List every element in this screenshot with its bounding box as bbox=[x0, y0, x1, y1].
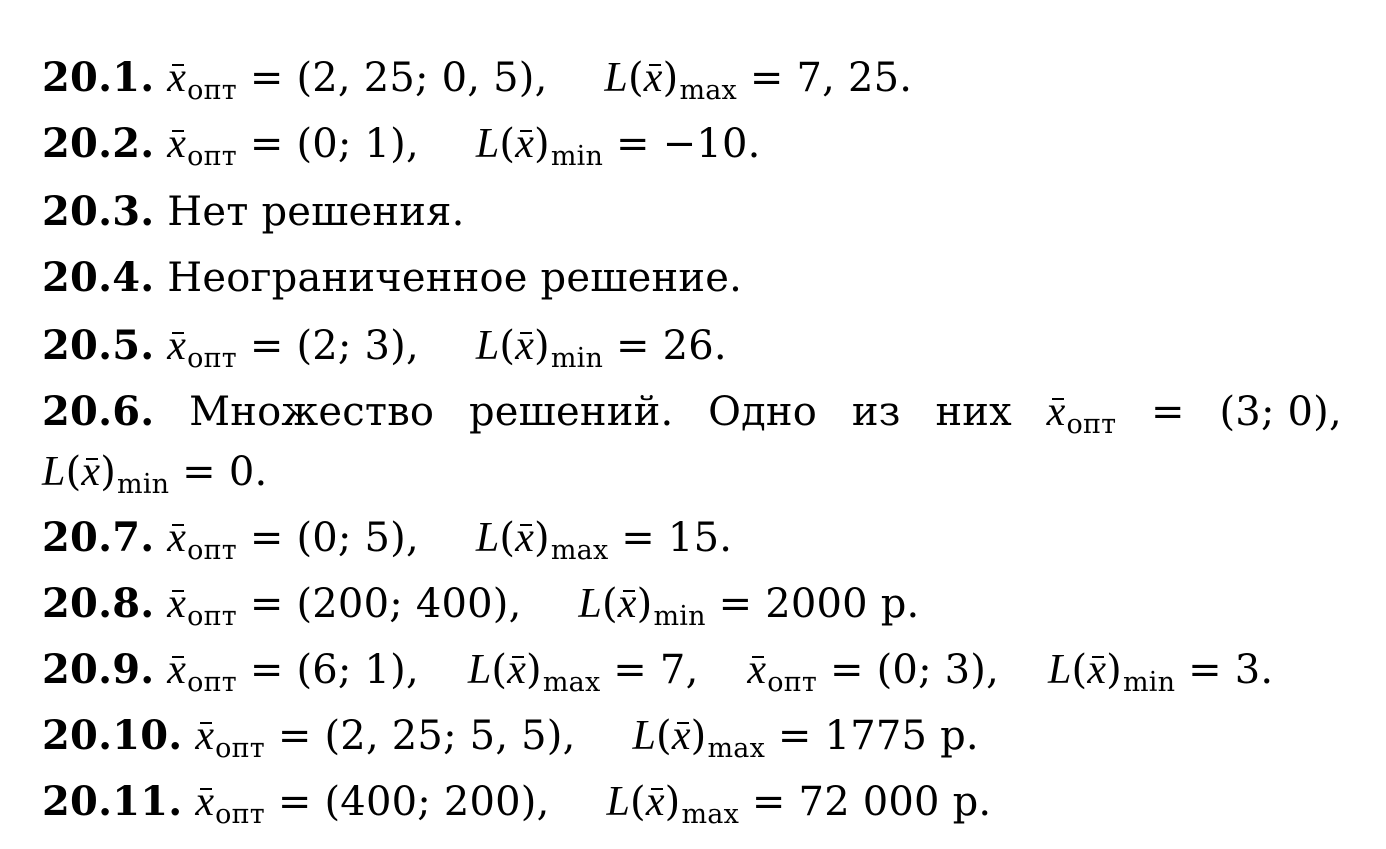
answer-20-7: 20.7. $x_{опт} = (0$; 5), $L(x)_{max} = 15$. bbox=[42, 514, 733, 566]
x-bar-symbol: x bbox=[167, 55, 187, 101]
answer-number: 20.5. bbox=[42, 322, 155, 369]
answer-word: решений. bbox=[468, 389, 674, 435]
x-bar-symbol: x bbox=[195, 713, 215, 759]
x-opt-value: (400; 200), bbox=[324, 779, 550, 825]
answer-word: них bbox=[935, 389, 1012, 435]
x-subscript: опт bbox=[215, 799, 265, 830]
answer-number: 20.11. bbox=[42, 778, 183, 825]
L-value-2: 3. bbox=[1234, 647, 1274, 693]
x-bar-symbol: x bbox=[167, 121, 187, 167]
L-value: 1775 р. bbox=[824, 713, 979, 759]
x-bar-symbol: x bbox=[167, 581, 187, 627]
x-bar-symbol: x bbox=[1046, 389, 1066, 435]
answer-number: 20.2. bbox=[42, 120, 155, 167]
answer-number: 20.6. bbox=[42, 388, 155, 435]
L-value: 7, 25. bbox=[796, 55, 913, 101]
x-bar-symbol: x bbox=[747, 647, 767, 693]
answer-number: 20.7. bbox=[42, 514, 155, 561]
answer-number: 20.10. bbox=[42, 712, 183, 759]
L-value: 72 000 р. bbox=[798, 779, 992, 825]
x-opt-value-2: (0; 3), bbox=[876, 647, 1000, 693]
answer-20-9: 20.9. $x_{опт} = (6$; 1), $L(x)_{max} = 7$, $x_{опт} = (0$; 3), $L(x)_{min} = 3$. bbox=[42, 646, 1274, 698]
L-subscript: min bbox=[550, 343, 604, 374]
L-subscript: max bbox=[542, 667, 601, 698]
answer-word: Одно bbox=[708, 389, 818, 435]
answer-text: Неограниченное решение. bbox=[167, 255, 742, 301]
L-value: 2000 р. bbox=[765, 581, 920, 627]
answer-word: из bbox=[851, 389, 901, 435]
L-subscript: min bbox=[653, 601, 706, 632]
x-opt-value: (2; 3), bbox=[296, 323, 419, 369]
answer-20-5: 20.5. $x_{опт} = (2$; 3), $L(x)_{min} = 26$. bbox=[42, 322, 727, 374]
L-subscript: max bbox=[681, 799, 739, 830]
answer-text: Нет решения. bbox=[167, 189, 465, 235]
x-subscript-2: опт bbox=[767, 667, 818, 698]
answer-20-3 bbox=[42, 188, 465, 236]
answer-20-10: 20.10. $x_{опт} = (2$, 25; 5, 5), $L(x)_{max} = 1775$ р. bbox=[42, 712, 979, 764]
x-opt-value: (3; 0), bbox=[1219, 389, 1342, 435]
L-subscript: min bbox=[117, 469, 170, 500]
answer-number: 20.3. bbox=[42, 188, 155, 235]
x-opt-value: (200; 400), bbox=[296, 581, 522, 627]
answer-number: 20.1. bbox=[42, 54, 155, 101]
x-subscript: опт bbox=[187, 343, 237, 374]
x-opt-value: (6; 1), bbox=[296, 647, 419, 693]
x-subscript: опт bbox=[187, 535, 237, 566]
x-opt-value: (2, 25; 0, 5), bbox=[296, 55, 548, 101]
answer-word: Множество bbox=[189, 389, 435, 435]
x-subscript: опт bbox=[1066, 409, 1117, 440]
answer-20-4 bbox=[42, 254, 742, 302]
x-bar-symbol: x bbox=[167, 323, 187, 369]
answer-20-6-line1: 20.6. Множество решений. Одно из них $x_{опт}$ = (3; 0), bbox=[42, 388, 1342, 449]
x-subscript: опт bbox=[187, 141, 237, 172]
L-value: 15. bbox=[667, 515, 733, 561]
x-opt-value: (2, 25; 5, 5), bbox=[324, 713, 576, 759]
L-value: 7, bbox=[659, 647, 699, 693]
x-subscript: опт bbox=[187, 601, 237, 632]
x-bar-symbol: x bbox=[195, 779, 215, 825]
answer-20-8: 20.8. $x_{опт} = (200$; 400), $L(x)_{min} = 2000$ р. bbox=[42, 580, 920, 632]
x-opt-value: (0; 1), bbox=[296, 121, 419, 167]
L-subscript: min bbox=[550, 141, 604, 172]
x-opt-value: (0; 5), bbox=[296, 515, 419, 561]
answer-20-6-line2: $L(x)_{min} = 0$. bbox=[42, 449, 268, 500]
x-subscript: опт bbox=[187, 75, 237, 106]
L-subscript-2: min bbox=[1122, 667, 1176, 698]
L-subscript: max bbox=[550, 535, 609, 566]
x-subscript: опт bbox=[215, 733, 265, 764]
L-subscript: max bbox=[707, 733, 766, 764]
answer-number: 20.8. bbox=[42, 580, 155, 627]
L-subscript: max bbox=[679, 75, 737, 106]
answer-20-1: 20.1. $x_{опт} = (2$, 25; 0, 5), $L(x)_{max} = 7$, 25. bbox=[42, 54, 913, 106]
L-value: 26. bbox=[662, 323, 727, 369]
L-value: 0. bbox=[228, 449, 268, 495]
answer-number: 20.9. bbox=[42, 646, 155, 693]
x-bar-symbol: x bbox=[167, 647, 187, 693]
answer-number: 20.4. bbox=[42, 254, 155, 301]
x-bar-symbol: x bbox=[167, 515, 187, 561]
answer-20-11: 20.11. $x_{опт} = (400$; 200), $L(x)_{max} = 72$ 000 р. bbox=[42, 778, 992, 830]
L-value: −10. bbox=[662, 121, 761, 167]
answer-20-2: 20.2. $x_{опт} = (0$; 1), $L(x)_{min} = -10$. bbox=[42, 120, 761, 172]
x-subscript: опт bbox=[187, 667, 237, 698]
